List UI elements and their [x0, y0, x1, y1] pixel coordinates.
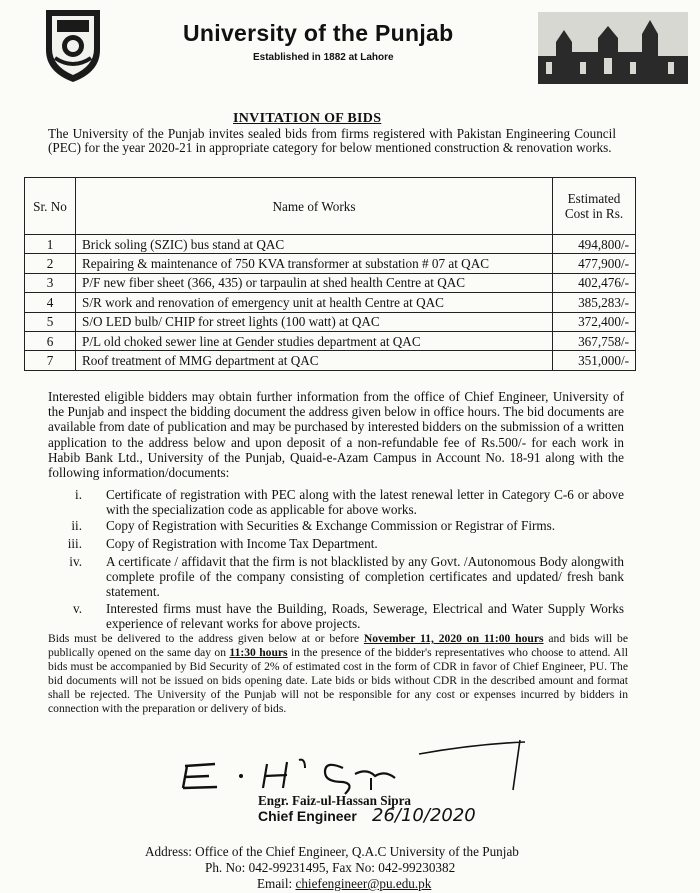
notice-intro: The University of the Punjab invites sealed bids from firms registered with Pakistan Engineering Council (PEC) for the year 2020-21 in appropriate category for below mentioned construction & renovation works.	[48, 126, 616, 155]
row-name: Repairing & maintenance of 750 KVA transformer at substation # 07 at QAC	[76, 254, 553, 273]
requirement-number: v.	[72, 601, 82, 616]
contact-address: Address: Office of the Chief Engineer, Q.A.C University of the Punjab	[145, 844, 519, 859]
row-cost: 402,476/-	[553, 273, 636, 292]
requirement-text: A certificate / affidavit that the firm is not blacklisted by any Govt. /Autonomous Body alongwith complete profile of the company consisting of completion certificates and updated/ fresh bank statement.	[106, 554, 624, 599]
signatory-name: Engr. Faiz-ul-Hassan Sipra	[258, 793, 412, 808]
row-sr: 1	[25, 235, 76, 254]
designation-text: Chief Engineer	[258, 808, 357, 824]
table-row	[25, 293, 636, 312]
requirement-text: Copy of Registration with Income Tax Department.	[106, 536, 378, 551]
table-row	[25, 273, 636, 292]
requirement-number: ii.	[71, 518, 82, 533]
row-name: Brick soling (SZIC) bus stand at QAC	[76, 235, 553, 254]
row-name: S/O LED bulb/ CHIP for street lights (100 watt) at QAC	[76, 312, 553, 331]
table-row	[25, 351, 636, 370]
email-link[interactable]: chiefengineer@pu.edu.pk	[295, 876, 432, 891]
requirement-text: Copy of Registration with Securities & Exchange Commission or Registrar of Firms.	[106, 518, 556, 533]
table-row	[25, 254, 636, 273]
university-building-image	[538, 12, 688, 84]
row-sr: 5	[25, 312, 76, 331]
requirement-text: Interested firms must have the Building, Roads, Sewerage, Electrical and Water Supply Works experience of relevant works for above projects.	[106, 601, 624, 631]
contact-email-line	[257, 876, 431, 892]
terms-text: in the presence of the bidder's representatives who choose to attend. All bids must be accompanied by Bid Security of 2% of estimated cost in the form of CDR in favor of Chief Engineer, PU. The bid documents will not be issued on bids opening date. Late bids or bids without CDR in the described amount and format shall be rejected. The University of the Punjab will not be responsible for any cost or expenses incurred by bidders in connection with the preparation or delivery of bids.	[48, 646, 628, 716]
row-sr: 7	[25, 351, 76, 370]
row-name: S/R work and renovation of emergency unit at health Centre at QAC	[76, 293, 553, 312]
row-cost: 351,000/-	[553, 351, 636, 370]
requirement-text: Certificate of registration with PEC along with the latest renewal letter in Category C-6 or above with the specialization code as applicable for above works.	[106, 487, 624, 517]
row-sr: 3	[25, 273, 76, 292]
requirement-number: i.	[75, 487, 82, 502]
header-sr: Sr. No	[25, 178, 76, 235]
table-row	[25, 235, 636, 254]
letterhead	[0, 0, 700, 95]
table-header-row	[25, 178, 636, 235]
requirement-number: iii.	[67, 536, 82, 551]
terms-text: and bids will be publically opened on the same day on	[48, 632, 628, 660]
table-row	[25, 312, 636, 331]
row-name: P/L old choked sewer line at Gender studies department at QAC	[76, 331, 553, 350]
works-table	[24, 177, 636, 371]
submission-terms	[48, 632, 628, 717]
row-cost: 372,400/-	[553, 312, 636, 331]
row-name: Roof treatment of MMG department at QAC	[76, 351, 553, 370]
header-cost: Estimated Cost in Rs.	[553, 178, 636, 235]
header-name: Name of Works	[76, 178, 553, 235]
row-sr: 6	[25, 331, 76, 350]
bid-deadline: November 11, 2020 on 11:00 hours	[363, 632, 544, 645]
bid-opening-time: 11:30 hours	[229, 646, 288, 660]
established-line: Established in 1882 at Lahore	[253, 52, 394, 63]
row-cost: 385,283/-	[553, 293, 636, 312]
handwritten-signature	[175, 738, 535, 798]
handwritten-date: 26/10/2020	[372, 805, 476, 826]
requirement-number: iv.	[69, 554, 82, 569]
row-name: P/F new fiber sheet (366, 435) or tarpaulin at shed health Centre at QAC	[76, 273, 553, 292]
row-sr: 2	[25, 254, 76, 273]
row-cost: 367,758/-	[553, 331, 636, 350]
signatory-designation	[258, 808, 357, 824]
contact-phone: Ph. No: 042-99231495, Fax No: 042-99230382	[205, 860, 456, 875]
university-seal-icon	[38, 6, 108, 84]
table-row	[25, 331, 636, 350]
notice-title: INVITATION OF BIDS	[233, 111, 382, 126]
terms-text: Bids must be delivered to the address given below at or before	[48, 632, 364, 645]
email-label: Email:	[257, 876, 296, 891]
info-paragraph: Interested eligible bidders may obtain further information from the office of Chief Engineer, University of the Punjab and inspect the bidding document the address given below in office hours. The bid documents are available from date of publication and may be purchased by interested bidders on the submission of a written application to the address below and upon deposit of a non-refundable fee of Rs.500/- for each work in Habib Bank Ltd., University of the Punjab, Quaid-e-Azam Campus in Account No. 18-91 along with the following information/documents:	[48, 389, 624, 481]
row-sr: 4	[25, 293, 76, 312]
row-cost: 477,900/-	[553, 254, 636, 273]
university-name: University of the Punjab	[183, 20, 454, 46]
row-cost: 494,800/-	[553, 235, 636, 254]
